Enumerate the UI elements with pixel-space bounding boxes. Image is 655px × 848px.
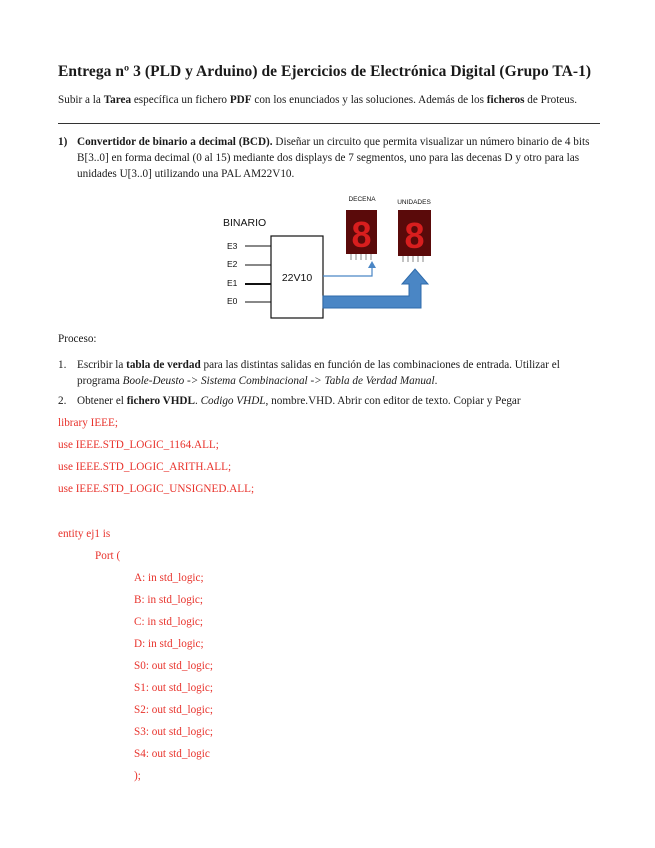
code-line: ); (134, 770, 141, 782)
exercise-number: 1) (58, 136, 68, 148)
intro-tarea: Tarea (103, 94, 132, 106)
step-text-mid: para las distintas salidas en función de las combinaciones de entrada. Utilizar el programa (77, 359, 560, 387)
chip-label: 22V10 (281, 272, 313, 284)
intro-text-1: Subir a la (58, 94, 104, 106)
code-line: B: in std_logic; (134, 594, 203, 606)
step-text-bold: fichero VHDL (126, 395, 195, 407)
document-title: Entrega nº 3 (PLD y Arduino) de Ejercicios de Electrónica Digital (Grupo TA-1) (58, 63, 592, 80)
step-text-italic: Boole-Deusto -> Sistema Combinacional -> Tabla de Verdad Manual (122, 375, 435, 387)
decena-arrowhead (368, 261, 376, 268)
code-line: S3: out std_logic; (134, 726, 213, 738)
step-text (77, 393, 603, 409)
intro-pdf: PDF (229, 94, 252, 106)
intro-ficheros: ficheros (486, 94, 525, 106)
intro-text-3: con los enunciados y las soluciones. Además de los (251, 94, 487, 106)
code-line: Port ( (95, 550, 121, 562)
step-text-mid: . (194, 395, 201, 407)
decena-signal-line (323, 267, 372, 276)
code-line: A: in std_logic; (134, 572, 204, 584)
intro-text-4: de Proteus. (524, 94, 578, 106)
code-line: use IEEE.STD_LOGIC_UNSIGNED.ALL; (58, 483, 255, 495)
intro-paragraph (58, 92, 603, 108)
horizontal-rule (58, 123, 600, 124)
unidades-digit: 8 (404, 215, 425, 256)
unidades-display (398, 210, 431, 262)
code-line: use IEEE.STD_LOGIC_1164.ALL; (58, 439, 219, 451)
code-line: S1: out std_logic; (134, 682, 213, 694)
step-text (77, 357, 603, 389)
exercise-statement (77, 134, 603, 182)
code-line: S4: out std_logic (134, 748, 210, 760)
code-line: use IEEE.STD_LOGIC_ARITH.ALL; (58, 461, 232, 473)
exercise-heading: Convertidor de binario a decimal (BCD). (77, 136, 273, 148)
proceso-label: Proceso: (58, 333, 97, 345)
code-line: S0: out std_logic; (134, 660, 213, 672)
step-text-pre: Obtener el (77, 395, 127, 407)
step-text-post: , nombre.VHD. Abrir con editor de texto. Copiar y Pegar (265, 395, 521, 407)
step-text-post: . (434, 375, 438, 387)
intro-text-2: específica un fichero (131, 94, 230, 106)
input-label-e2: E2 (227, 259, 238, 269)
code-line: C: in std_logic; (134, 616, 203, 628)
step-text-italic: Codigo VHDL (200, 395, 266, 407)
input-label-e3: E3 (227, 241, 238, 251)
step-number: 1. (58, 359, 67, 371)
decena-digit: 8 (351, 214, 372, 255)
decena-display (346, 210, 377, 260)
step-text-bold: tabla de verdad (126, 359, 201, 371)
exercise-text: Diseñar un circuito que permita visualizar un número binario de 4 bits B[3..0] en forma decimal (0 al 15) mediante dos displays de 7 segmentos, uno para las decenas D y otro para las unidades U[3..0] utilizando una PAL AM22V10. (77, 136, 590, 180)
code-line: D: in std_logic; (134, 638, 204, 650)
input-label-e0: E0 (227, 296, 238, 306)
decena-label: DECENA (348, 196, 376, 203)
unidades-bus-arrow (323, 269, 428, 308)
binario-label: BINARIO (223, 217, 267, 229)
step-text-pre: Escribir la (77, 359, 127, 371)
circuit-diagram (212, 192, 452, 322)
step-number: 2. (58, 395, 67, 407)
unidades-label: UNIDADES (397, 199, 431, 206)
input-label-e1: E1 (227, 278, 238, 288)
code-line: library IEEE; (58, 417, 118, 429)
code-line: entity ej1 is (58, 528, 111, 540)
code-line: S2: out std_logic; (134, 704, 213, 716)
